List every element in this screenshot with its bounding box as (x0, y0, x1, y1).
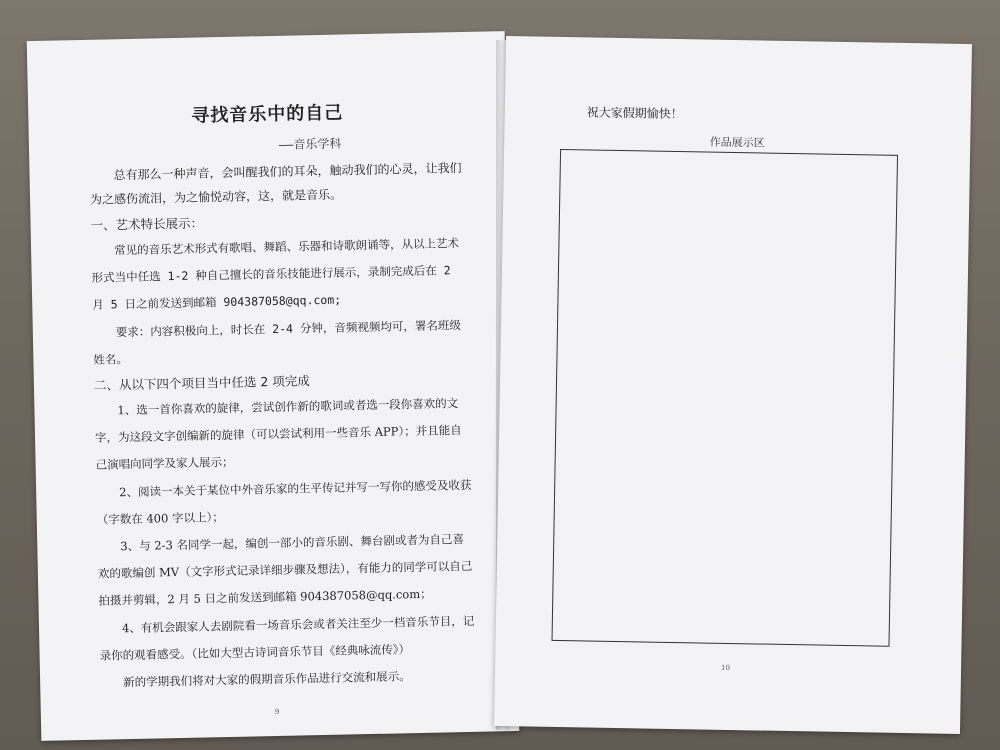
left-page (27, 31, 520, 741)
page-number: 10 (720, 663, 731, 672)
list-item-4: 4、有机会跟家人去剧院看一场音乐会或者关注至少一档音乐节目，记录你的观看感受。（比如大型古诗词音乐节目《经典咏流传》） (99, 613, 475, 663)
section2-heading: 二、从以下四个项目当中任选 2 项完成 (93, 373, 310, 393)
right-page (494, 36, 972, 734)
list-item-3: 3、与 2-3 名同学一起，编创一部小的音乐剧、舞台剧或者为自己喜欢的歌编创 MV（文字形式记录详细步骤及想法），有能力的同学可以自己拍摄并剪辑，2 月 5 日之前发送到邮箱 904387058@qq.com； (97, 532, 473, 608)
greeting-text: 祝大家假期愉快！ (586, 105, 683, 122)
intro-paragraph: 总有那么一种声音，会叫醒我们的耳朵，触动我们的心灵，让我们为之感伤流泪，为之愉悦动容，这，就是音乐。 (89, 161, 462, 207)
closing-paragraph: 新的学期我们将对大家的假期音乐作品进行交流和展示。 (123, 669, 411, 690)
page-subtitle: ——音乐学科 (278, 136, 342, 152)
section1-heading: 一、艺术特长展示： (90, 215, 204, 233)
showcase-box (552, 149, 899, 647)
section1-body: 常见的音乐艺术形式有歌唱、舞蹈、乐器和诗歌朗诵等，从以上艺术形式当中任选 1-2 种自己擅长的音乐技能进行展示，录制完成后在 2 月 5 日之前发送到邮箱 904387058@qq.com; (91, 236, 460, 312)
section1-requirements: 要求：内容积极向上，时长在 2-4 分钟，音频视频均可，署名班级姓名。 (93, 318, 462, 367)
page-title: 寻找音乐中的自己 (191, 102, 344, 127)
page-number: 9 (274, 707, 280, 717)
list-item-1: 1、选一首你喜欢的旋律，尝试创作新的歌词或者选一段你喜欢的文字，为这段文字创编新的旋律（可以尝试利用一些音乐 APP）；并且能自己演唱向同学及家人展示； (94, 396, 462, 472)
list-item-2: 2、阅读一本关于某位中外音乐家的生平传记并写一写你的感受及收获（字数在 400 字以上）； (96, 477, 472, 527)
showcase-label: 作品展示区 (709, 135, 765, 150)
